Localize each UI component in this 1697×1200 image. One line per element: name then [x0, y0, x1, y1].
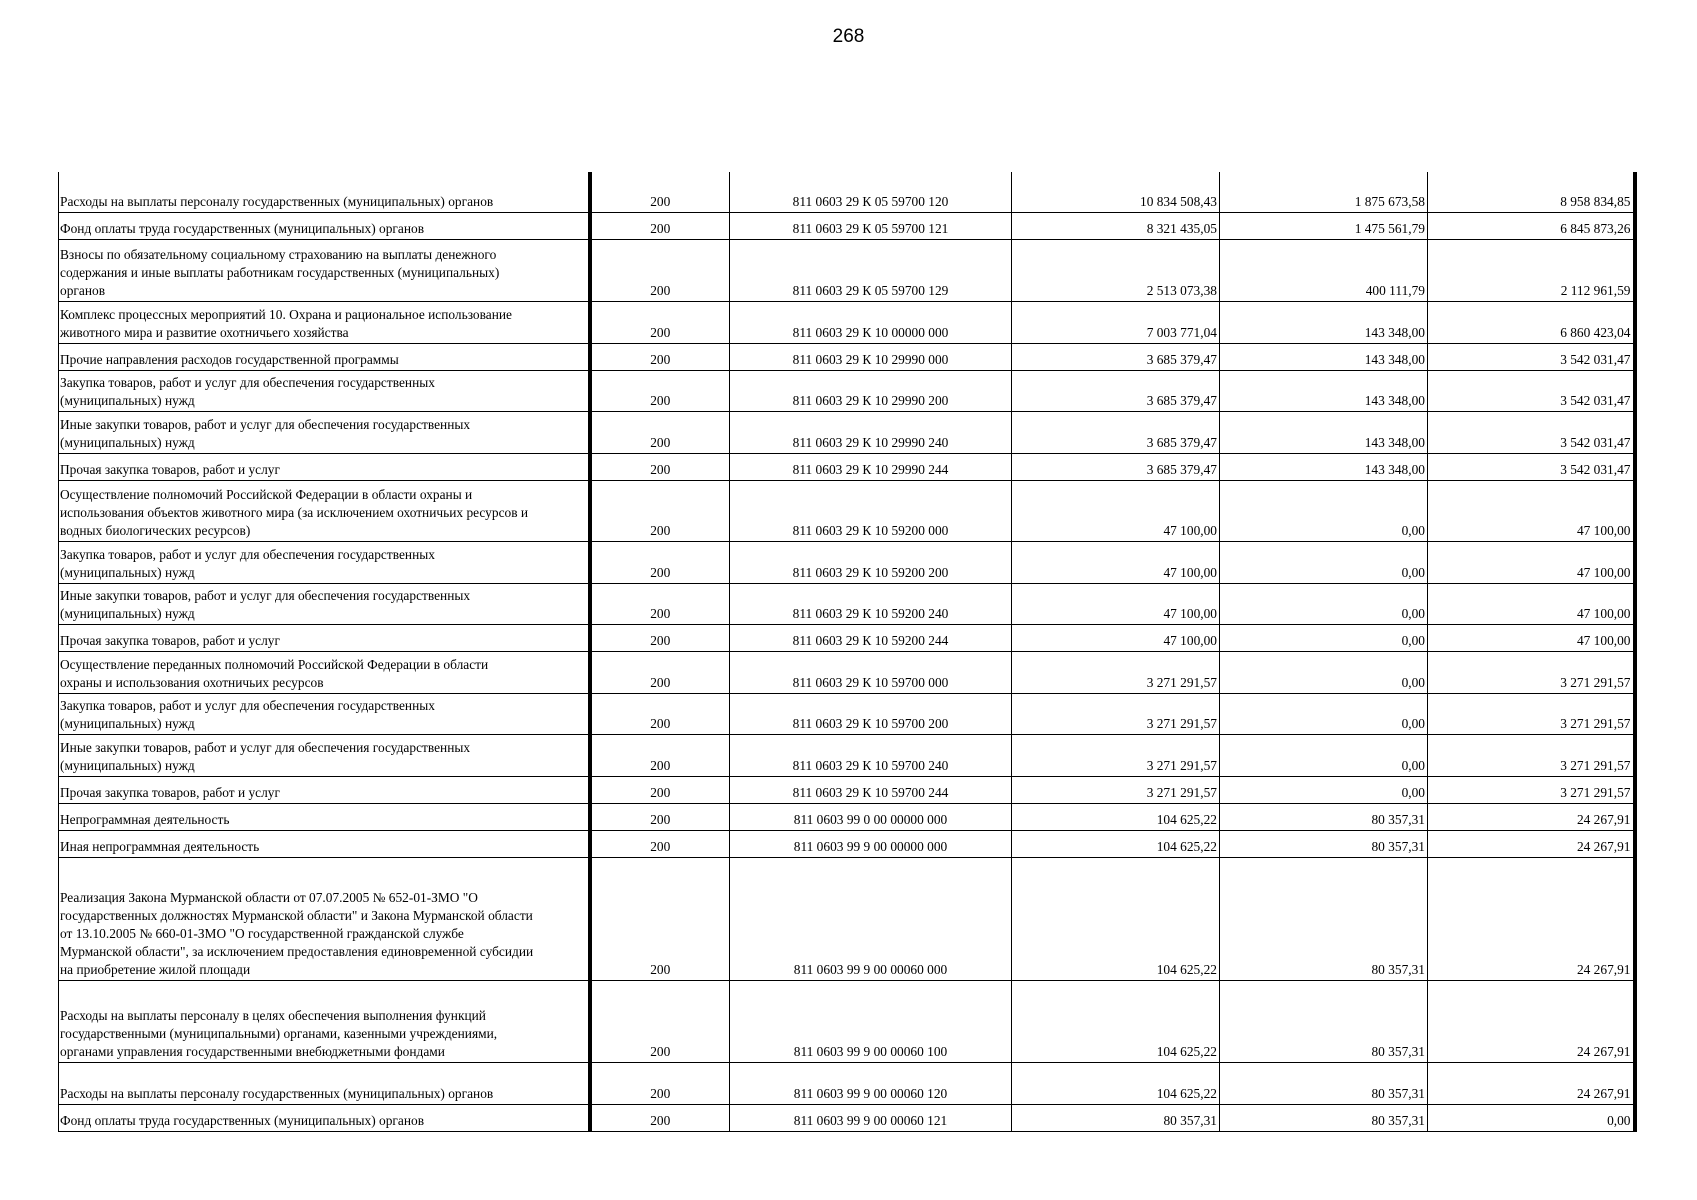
row-name: Прочая закупка товаров, работ и услуг — [59, 453, 590, 480]
row-value-2: 80 357,31 — [1220, 1062, 1428, 1104]
row-code: 200 — [590, 172, 730, 212]
row-value-3: 3 271 291,57 — [1428, 734, 1635, 776]
row-value-1: 104 625,22 — [1012, 830, 1220, 857]
row-code: 200 — [590, 370, 730, 411]
row-code: 200 — [590, 830, 730, 857]
row-value-1: 80 357,31 — [1012, 1104, 1220, 1131]
budget-table — [58, 172, 1637, 1132]
row-value-3: 6 845 873,26 — [1428, 212, 1635, 239]
row-value-3: 6 860 423,04 — [1428, 301, 1635, 343]
row-name: Реализация Закона Мурманской области от 07.07.2005 № 652-01-ЗМО "О государственных должностях Мурманской области" и Закона Мурманской области от 13.10.2005 № 660-01-ЗМО "О государственной гражданской службе Мурманской области", за исключением предоставления единовременной субсидии на приобретение жилой площади — [59, 857, 590, 980]
row-value-3: 3 271 291,57 — [1428, 776, 1635, 803]
row-value-2: 1 475 561,79 — [1220, 212, 1428, 239]
table-row — [59, 693, 1635, 734]
page-number: 268 — [832, 26, 865, 47]
row-classification: 811 0603 99 9 00 00060 100 — [730, 980, 1012, 1062]
row-value-2: 0,00 — [1220, 541, 1428, 583]
row-code: 200 — [590, 776, 730, 803]
row-value-2: 80 357,31 — [1220, 830, 1428, 857]
table-row — [59, 480, 1635, 541]
table-row — [59, 803, 1635, 830]
row-code: 200 — [590, 480, 730, 541]
row-value-3: 47 100,00 — [1428, 480, 1635, 541]
row-value-2: 80 357,31 — [1220, 803, 1428, 830]
row-value-2: 0,00 — [1220, 651, 1428, 693]
row-name: Непрограммная деятельность — [59, 803, 590, 830]
row-value-1: 3 271 291,57 — [1012, 776, 1220, 803]
row-value-3: 3 542 031,47 — [1428, 411, 1635, 453]
table-row — [59, 239, 1635, 301]
row-value-2: 143 348,00 — [1220, 370, 1428, 411]
table-row — [59, 1104, 1635, 1131]
row-value-2: 0,00 — [1220, 480, 1428, 541]
row-value-1: 3 685 379,47 — [1012, 453, 1220, 480]
row-classification: 811 0603 29 К 10 59700 200 — [730, 693, 1012, 734]
table-row — [59, 1062, 1635, 1104]
row-code: 200 — [590, 453, 730, 480]
table-row — [59, 541, 1635, 583]
table-row — [59, 980, 1635, 1062]
row-name: Иная непрограммная деятельность — [59, 830, 590, 857]
row-name: Прочие направления расходов государственной программы — [59, 343, 590, 370]
row-value-2: 0,00 — [1220, 693, 1428, 734]
row-value-2: 80 357,31 — [1220, 857, 1428, 980]
row-value-1: 47 100,00 — [1012, 480, 1220, 541]
row-name: Расходы на выплаты персоналу государственных (муниципальных) органов — [59, 1062, 590, 1104]
row-classification: 811 0603 29 К 05 59700 121 — [730, 212, 1012, 239]
row-value-1: 47 100,00 — [1012, 583, 1220, 624]
row-value-1: 104 625,22 — [1012, 1062, 1220, 1104]
row-classification: 811 0603 29 К 10 29990 000 — [730, 343, 1012, 370]
row-name: Закупка товаров, работ и услуг для обеспечения государственных (муниципальных) нужд — [59, 693, 590, 734]
row-value-1: 3 685 379,47 — [1012, 411, 1220, 453]
row-classification: 811 0603 29 К 10 59200 244 — [730, 624, 1012, 651]
row-name: Иные закупки товаров, работ и услуг для обеспечения государственных (муниципальных) нужд — [59, 734, 590, 776]
row-value-2: 80 357,31 — [1220, 1104, 1428, 1131]
row-code: 200 — [590, 624, 730, 651]
row-value-3: 24 267,91 — [1428, 803, 1635, 830]
row-classification: 811 0603 29 К 05 59700 120 — [730, 172, 1012, 212]
row-value-3: 3 542 031,47 — [1428, 343, 1635, 370]
row-value-1: 2 513 073,38 — [1012, 239, 1220, 301]
row-classification: 811 0603 29 К 10 29990 200 — [730, 370, 1012, 411]
row-classification: 811 0603 29 К 10 59200 200 — [730, 541, 1012, 583]
table-row — [59, 370, 1635, 411]
row-name: Расходы на выплаты персоналу в целях обеспечения выполнения функций государственными (муниципальными) органами, казенными учреждениями, органами управления государственными внебюджетными фондами — [59, 980, 590, 1062]
row-value-2: 0,00 — [1220, 776, 1428, 803]
row-value-1: 47 100,00 — [1012, 624, 1220, 651]
row-name: Прочая закупка товаров, работ и услуг — [59, 776, 590, 803]
row-code: 200 — [590, 1062, 730, 1104]
row-name: Прочая закупка товаров, работ и услуг — [59, 624, 590, 651]
row-value-1: 104 625,22 — [1012, 980, 1220, 1062]
row-value-2: 0,00 — [1220, 734, 1428, 776]
row-value-2: 143 348,00 — [1220, 301, 1428, 343]
row-code: 200 — [590, 980, 730, 1062]
row-value-2: 143 348,00 — [1220, 411, 1428, 453]
row-value-3: 24 267,91 — [1428, 857, 1635, 980]
table-row — [59, 411, 1635, 453]
row-value-1: 7 003 771,04 — [1012, 301, 1220, 343]
table-row — [59, 857, 1635, 980]
row-classification: 811 0603 29 К 10 00000 000 — [730, 301, 1012, 343]
row-name: Фонд оплаты труда государственных (муниципальных) органов — [59, 212, 590, 239]
table-row — [59, 343, 1635, 370]
row-code: 200 — [590, 411, 730, 453]
row-code: 200 — [590, 301, 730, 343]
row-classification: 811 0603 99 0 00 00000 000 — [730, 803, 1012, 830]
row-value-2: 143 348,00 — [1220, 453, 1428, 480]
row-value-1: 10 834 508,43 — [1012, 172, 1220, 212]
row-name: Взносы по обязательному социальному страхованию на выплаты денежного содержания и иные выплаты работникам государственных (муниципальных) органов — [59, 239, 590, 301]
row-classification: 811 0603 29 К 10 59200 240 — [730, 583, 1012, 624]
row-value-1: 8 321 435,05 — [1012, 212, 1220, 239]
row-value-1: 3 271 291,57 — [1012, 734, 1220, 776]
row-name: Осуществление переданных полномочий Российской Федерации в области охраны и использования охотничьих ресурсов — [59, 651, 590, 693]
row-code: 200 — [590, 803, 730, 830]
row-code: 200 — [590, 583, 730, 624]
row-value-3: 24 267,91 — [1428, 980, 1635, 1062]
row-name: Осуществление полномочий Российской Федерации в области охраны и использования объектов животного мира (за исключением охотничьих ресурсов и водных биологических ресурсов) — [59, 480, 590, 541]
row-value-1: 3 271 291,57 — [1012, 693, 1220, 734]
row-value-2: 143 348,00 — [1220, 343, 1428, 370]
row-classification: 811 0603 29 К 05 59700 129 — [730, 239, 1012, 301]
table-row — [59, 651, 1635, 693]
row-classification: 811 0603 29 К 10 29990 240 — [730, 411, 1012, 453]
row-value-3: 24 267,91 — [1428, 830, 1635, 857]
row-code: 200 — [590, 693, 730, 734]
table-row — [59, 453, 1635, 480]
row-code: 200 — [590, 239, 730, 301]
row-code: 200 — [590, 343, 730, 370]
row-value-1: 3 271 291,57 — [1012, 651, 1220, 693]
row-classification: 811 0603 99 9 00 00000 000 — [730, 830, 1012, 857]
row-code: 200 — [590, 541, 730, 583]
row-value-1: 3 685 379,47 — [1012, 343, 1220, 370]
row-code: 200 — [590, 1104, 730, 1131]
row-value-1: 3 685 379,47 — [1012, 370, 1220, 411]
row-classification: 811 0603 29 К 10 29990 244 — [730, 453, 1012, 480]
row-code: 200 — [590, 857, 730, 980]
row-value-3: 3 271 291,57 — [1428, 693, 1635, 734]
table-row — [59, 624, 1635, 651]
row-value-3: 2 112 961,59 — [1428, 239, 1635, 301]
row-name: Иные закупки товаров, работ и услуг для обеспечения государственных (муниципальных) нужд — [59, 411, 590, 453]
row-classification: 811 0603 99 9 00 00060 000 — [730, 857, 1012, 980]
row-value-3: 47 100,00 — [1428, 541, 1635, 583]
table-row — [59, 776, 1635, 803]
row-name: Расходы на выплаты персоналу государственных (муниципальных) органов — [59, 172, 590, 212]
row-value-2: 0,00 — [1220, 624, 1428, 651]
row-value-1: 47 100,00 — [1012, 541, 1220, 583]
row-value-2: 80 357,31 — [1220, 980, 1428, 1062]
row-code: 200 — [590, 734, 730, 776]
row-classification: 811 0603 99 9 00 00060 120 — [730, 1062, 1012, 1104]
row-classification: 811 0603 29 К 10 59200 000 — [730, 480, 1012, 541]
row-value-3: 0,00 — [1428, 1104, 1635, 1131]
table-row — [59, 212, 1635, 239]
table-row — [59, 830, 1635, 857]
row-name: Закупка товаров, работ и услуг для обеспечения государственных (муниципальных) нужд — [59, 541, 590, 583]
row-code: 200 — [590, 651, 730, 693]
row-classification: 811 0603 99 9 00 00060 121 — [730, 1104, 1012, 1131]
table-row — [59, 301, 1635, 343]
row-value-2: 0,00 — [1220, 583, 1428, 624]
row-name: Комплекс процессных мероприятий 10. Охрана и рациональное использование животного мира и развитие охотничьего хозяйства — [59, 301, 590, 343]
row-value-3: 3 271 291,57 — [1428, 651, 1635, 693]
row-value-3: 8 958 834,85 — [1428, 172, 1635, 212]
row-value-1: 104 625,22 — [1012, 803, 1220, 830]
row-value-2: 1 875 673,58 — [1220, 172, 1428, 212]
row-value-3: 3 542 031,47 — [1428, 453, 1635, 480]
row-value-3: 3 542 031,47 — [1428, 370, 1635, 411]
row-name: Иные закупки товаров, работ и услуг для обеспечения государственных (муниципальных) нужд — [59, 583, 590, 624]
table-row — [59, 583, 1635, 624]
table-row — [59, 734, 1635, 776]
row-value-3: 47 100,00 — [1428, 583, 1635, 624]
row-value-3: 24 267,91 — [1428, 1062, 1635, 1104]
row-name: Фонд оплаты труда государственных (муниципальных) органов — [59, 1104, 590, 1131]
row-classification: 811 0603 29 К 10 59700 244 — [730, 776, 1012, 803]
row-value-2: 400 111,79 — [1220, 239, 1428, 301]
row-code: 200 — [590, 212, 730, 239]
row-classification: 811 0603 29 К 10 59700 000 — [730, 651, 1012, 693]
row-value-1: 104 625,22 — [1012, 857, 1220, 980]
row-value-3: 47 100,00 — [1428, 624, 1635, 651]
row-name: Закупка товаров, работ и услуг для обеспечения государственных (муниципальных) нужд — [59, 370, 590, 411]
row-classification: 811 0603 29 К 10 59700 240 — [730, 734, 1012, 776]
table-row — [59, 172, 1635, 212]
